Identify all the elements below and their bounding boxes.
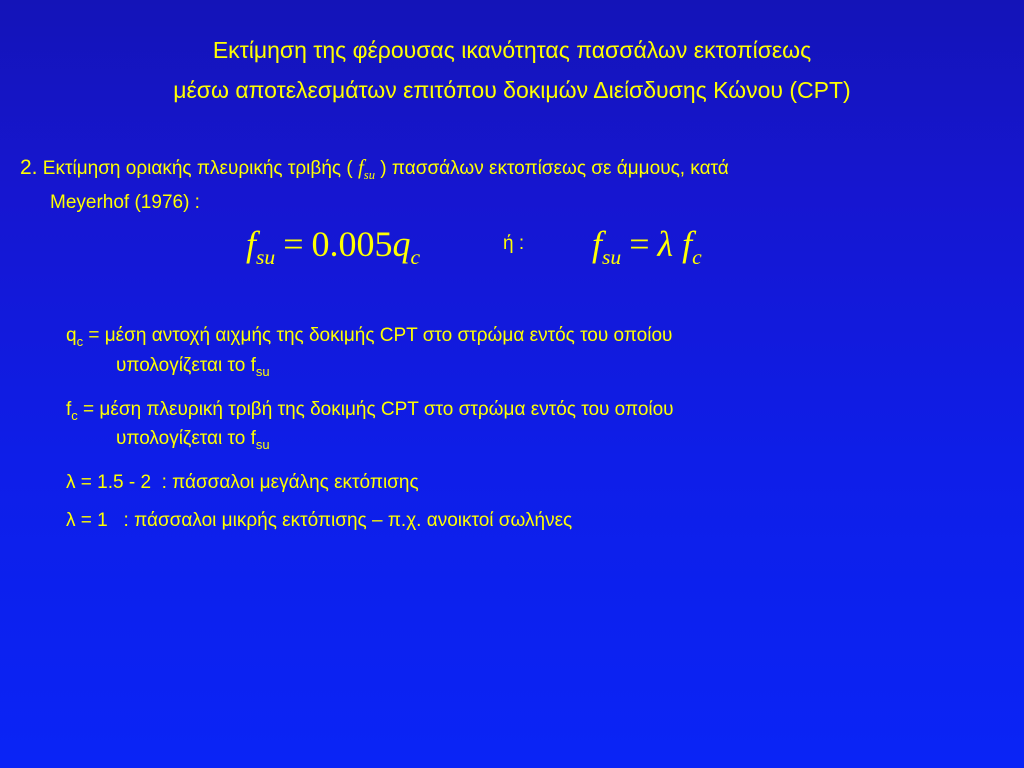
eq-right-lambda: λ <box>657 224 674 264</box>
inline-fsu-base: f <box>357 155 364 179</box>
section-number: 2. <box>20 156 38 179</box>
eq-left-lhs-base: f <box>246 224 257 264</box>
inline-fsu-symbol <box>357 155 375 183</box>
eq-left-coefficient: 0.005 <box>311 224 393 264</box>
definition-qc-line-2 <box>66 354 966 384</box>
definition-fc-line-2 <box>66 427 966 457</box>
definition-lambda-large: λ = 1.5 - 2 : πάσσαλοι μεγάλης εκτόπισης <box>66 472 419 494</box>
eq-left-rhs-sub: c <box>410 245 421 270</box>
definition-qc-line-1 <box>66 324 966 354</box>
definition-qc-text: = μέση αντοχή αιχμής της δοκιμής CPT στο στρώμα εντός του οποίου <box>83 325 673 346</box>
definition-fc-line-1 <box>66 398 966 428</box>
section-heading-line-2: Meyerhof (1976) : <box>50 192 200 214</box>
equation-left <box>246 223 420 270</box>
definition-fc-symbol-sub: c <box>71 407 78 423</box>
slide-title <box>0 30 1024 110</box>
inline-fsu-sub: su <box>363 168 375 183</box>
eq-right-lhs-sub: su <box>602 245 622 270</box>
eq-left-operator: = <box>283 224 304 264</box>
eq-left-rhs-base: q <box>392 224 411 264</box>
title-line-2: μέσω αποτελεσμάτων επιτόπου δοκιμών Διείσδυσης Κώνου (CPT) <box>173 77 851 103</box>
eq-right-lhs-base: f <box>592 224 603 264</box>
definition-fc-cont-sub: su <box>255 437 270 453</box>
eq-right-rhs-sub: c <box>692 245 702 270</box>
equation-separator: ή : <box>503 233 525 254</box>
eq-left-lhs-sub: su <box>256 245 276 270</box>
section-heading <box>20 150 1010 220</box>
definition-qc-cont: υπολογίζεται το f <box>116 354 256 376</box>
definition-qc-symbol-sub: c <box>76 333 84 349</box>
equation-right <box>592 223 702 270</box>
definition-fc-symbol: f <box>66 398 72 420</box>
section-text-after: ) πασσάλων εκτοπίσεως σε άμμους, κατά <box>380 158 729 179</box>
definition-qc-symbol: q <box>66 325 77 346</box>
section-text-before: Εκτίμηση οριακής πλευρικής τριβής ( <box>42 158 353 179</box>
definition-fc-text: = μέση πλευρική τριβή της δοκιμής CPT στο στρώμα εντός του οποίου <box>77 398 674 420</box>
title-line-1: Εκτίμηση της φέρουσας ικανότητας πασσάλων εκτοπίσεως <box>212 37 812 63</box>
definition-fc-cont: υπολογίζεται το f <box>116 428 256 450</box>
definition-lambda-small: λ = 1 : πάσσαλοι μικρής εκτόπισης – π.χ. ανοικτοί σωλήνες <box>66 510 573 532</box>
eq-right-operator: = <box>629 224 650 264</box>
definition-qc-cont-sub: su <box>255 363 270 379</box>
definition-qc <box>66 324 966 384</box>
definitions-list <box>66 324 966 547</box>
eq-right-rhs-base: f <box>682 224 693 264</box>
definition-fc <box>66 398 966 458</box>
